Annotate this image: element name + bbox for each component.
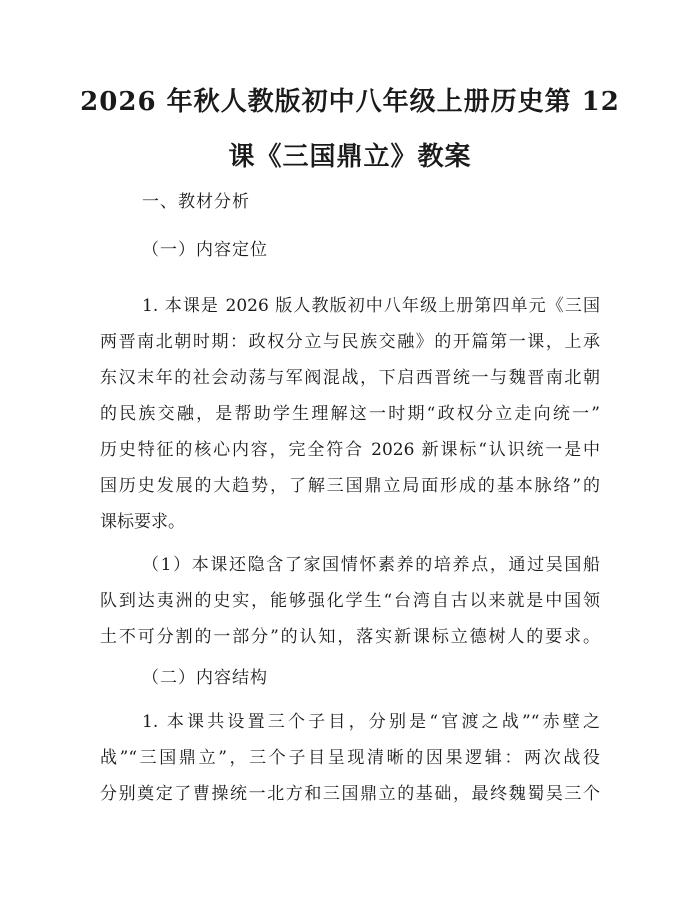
paragraph-content-positioning <box>100 288 600 540</box>
paragraph-line: （1）本课还隐含了家国情怀素养的培养点，通过吴国船 <box>142 555 600 575</box>
subsection-heading-content-structure: （二）内容结构 <box>142 668 268 688</box>
paragraph-line: 东汉末年的社会动荡与军阀混战，下启西晋统一与魏晋南北朝 <box>100 368 600 388</box>
paragraph-line: 课标要求。 <box>100 512 185 532</box>
document-title-line-1: 2026 年秋人教版初中八年级上册历史第 12 <box>80 87 620 117</box>
document-title-line-2: 课《三国鼎立》教案 <box>228 142 472 172</box>
paragraph-line: 的民族交融，是帮助学生理解这一时期“政权分立走向统一” <box>100 404 600 424</box>
paragraph-line: 战”“三国鼎立”，三个子目呈现清晰的因果逻辑：两次战役 <box>100 748 600 768</box>
paragraph-line: 1. 本课是 2026 版人教版初中八年级上册第四单元《三国 <box>142 296 600 316</box>
paragraph-line: 分别奠定了曹操统一北方和三国鼎立的基础，最终魏蜀吴三个 <box>100 784 600 804</box>
paragraph-line: 国历史发展的大趋势，了解三国鼎立局面形成的基本脉络”的 <box>100 476 600 496</box>
section-heading-textbook-analysis: 一、教材分析 <box>142 192 250 212</box>
paragraph-line: 队到达夷洲的史实，能够强化学生“台湾自古以来就是中国领 <box>100 591 600 611</box>
paragraph-patriotism <box>100 547 600 655</box>
subsection-heading-content-positioning: （一）内容定位 <box>142 240 268 260</box>
paragraph-line: 两晋南北朝时期：政权分立与民族交融》的开篇第一课，上承 <box>100 332 600 352</box>
paragraph-line: 土不可分割的一部分”的认知，落实新课标立德树人的要求。 <box>100 627 600 647</box>
paragraph-line: 历史特征的核心内容，完全符合 2026 新课标“认识统一是中 <box>100 440 600 460</box>
paragraph-line: 1. 本课共设置三个子目，分别是“官渡之战”“赤壁之 <box>142 712 600 732</box>
paragraph-content-structure <box>100 704 600 812</box>
